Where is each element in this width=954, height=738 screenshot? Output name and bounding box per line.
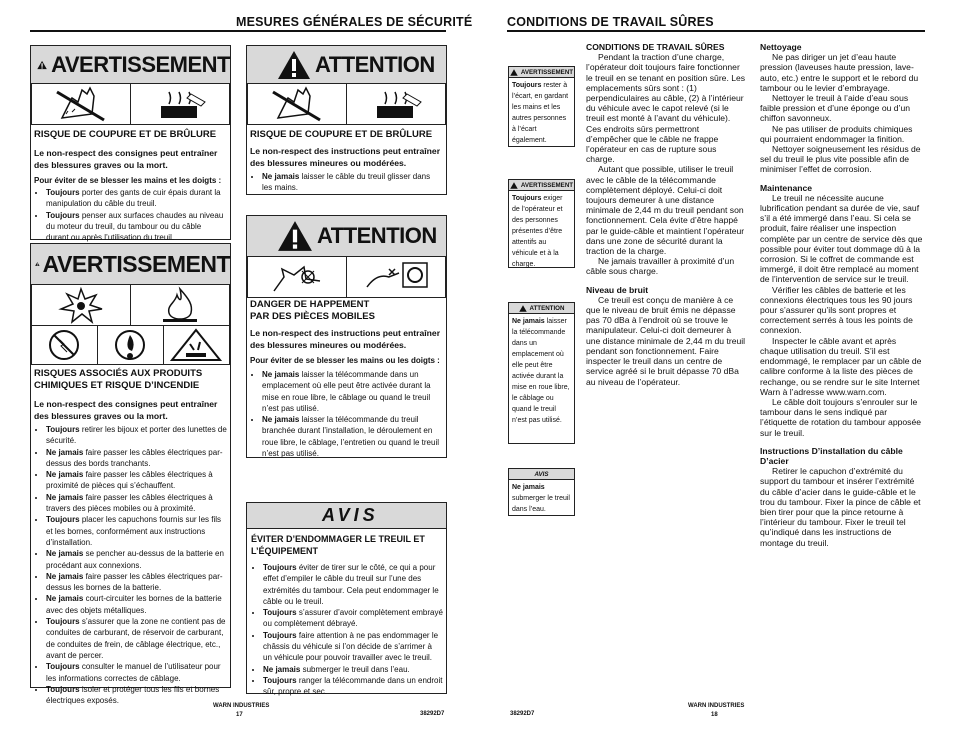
side-warning-box (508, 66, 575, 147)
hand-burn-pictogram (346, 83, 446, 125)
side-box-text: Ne jamais laisser la télécommande dans un emplacement où elle peut être activée durant la mise en roue libre, le câblage ou quand le treuil n’est pas utilisé. (512, 318, 570, 424)
paragraph: Retirer le capuchon d’extrémité du support du tambour et insérer l’extrémité du câble d’acier dans le guide-câble et le trou du tambour. Fixer la pince de câble et bien tirer pour que la pince retourne à l’intérieur du tambour. Fixer le treuil tel qu’indiqué dans les instructions de montage du treuil. (760, 466, 921, 548)
right-title-rule (507, 30, 925, 32)
bullet-item: • Ne jamais faire passer les câbles électriques à proximité de pièces qui s’échauffent. (46, 469, 228, 492)
paragraph: Pendant la traction d’une charge, l’opérateur doit toujours faire fonctionner le treuil en se tenant en position sûre. Les emplacements sûrs sont : (1) perpendiculaires au câble, (2) à l’intérieur du véhicule avec le capot relevé (si le treuil est monté à l’avant du véhicule). Ces endroits sûrs permettront d’empêcher que le câble ne frappe l’opérateur en cas de rupture sous charge. (586, 52, 746, 165)
side-notice-box (508, 468, 575, 516)
bullet-item: • Ne jamais se pencher au-dessus de la batterie en procédant aux connexions. (46, 548, 228, 571)
bullet-list (251, 562, 443, 698)
hand-burn-pictogram (130, 83, 230, 125)
caution-box-cut-burn (246, 45, 447, 195)
paragraph: Le câble doit toujours s’enrouler sur le tambour dans le sens indiqué par l’étiquette de rotation du tambour apposée sur le treuil. (760, 396, 922, 438)
paragraph: Ce treuil est conçu de manière à ce que le niveau de bruit émis ne dépasse pas 70 dBa à l’endroit où se trouve le manipulateur. Celui-ci doit demeurer à une distance minimale de 2,44 m du treuil pendant son fonctionnement. Faire inspecter le treuil dans un centre de service agréé si le bruit dépasse 70 dBa au niveau de l’opérateur. (586, 294, 746, 387)
hazard-title: RISQUE DE COUPURE ET DE BRÛLURE (250, 129, 433, 140)
bullet-item: • Toujours consulter le manuel de l’utilisateur pour les informations correctes de câblage. (46, 661, 228, 684)
warning-box-chemical-fire (30, 243, 231, 706)
text-column-2 (760, 42, 924, 548)
footer-company: WARN INDUSTRIES (688, 703, 745, 709)
warning-triangle-icon (510, 69, 518, 76)
bullet-item: • Toujours ranger la télécommande dans un endroit sûr, propre et sec. (263, 675, 443, 698)
notice-box-equipment (246, 502, 447, 697)
side-box-text: Ne jamais submerger le treuil dans l’eau. (512, 484, 570, 513)
side-box-header: AVIS (509, 469, 574, 480)
entanglement-icon (248, 257, 346, 297)
bullet-item: • Ne jamais court-circuiter les bornes de la batterie avec des objets métalliques. (46, 593, 228, 616)
footer-page-number: 17 (236, 712, 243, 718)
hand-heat-icon (347, 84, 445, 124)
notice-banner (247, 503, 446, 529)
bullet-list (34, 424, 228, 706)
bullet-item: • Toujours s’assurer que la zone ne contient pas de conduites de carburant, de réservoir de carburant, de conduites de frein, de câblage électrique, etc., avant de percer. (46, 616, 228, 661)
paragraph: Autant que possible, utiliser le treuil avec le câble de la télécommande complètement déployé. Celui-ci doit toujours demeurer à une distance minimale de 2,44 m du treuil pendant son fonctionnement. Cela évite d’être happé par le guide-câble et maintient l’opérateur dans une zone de sécurité durant la traction de la charge. (586, 164, 745, 257)
side-box-text: Toujours exiger de l’opérateur et des personnes présentes d’être attentifs au véhicule et à la charge. (512, 195, 563, 268)
fire-pictogram (130, 284, 230, 326)
caution-banner (247, 216, 446, 257)
bullet-item: • Toujours porter des gants de cuir épais durant la manipulation du câble du treuil. (46, 187, 226, 210)
corrosive-pictogram (163, 325, 230, 365)
warning-triangle-icon (37, 50, 47, 80)
banner-word: ATTENTION (317, 223, 437, 248)
footer-company: WARN INDUSTRIES (213, 703, 270, 709)
footer-page-number: 18 (711, 712, 718, 718)
paragraph: Nettoyer soigneusement les résidus de sel du treuil le plus vite possible afin de minimiser l’effet de corrosion. (760, 144, 921, 175)
right-section-title: CONDITIONS DE TRAVAIL SÛRES (507, 15, 714, 29)
bullet-item: • Ne jamais laisser le câble du treuil glisser dans les mains. (262, 171, 442, 194)
bullet-item: • Ne jamais laisser la télécommande dans un emplacement où elle peut être activée durant la mise en roue libre, le câblage ou quand le treuil n’est pas utilisé. (262, 369, 444, 414)
bullet-item: • Toujours éviter de tirer sur le côté, ce qui a pour effet d’empiler le câble du treuil sur l’une des extrémités du tambour. Cela peut endommager le câble ou le treuil. (263, 562, 443, 607)
banner-word: ATTENTION (315, 51, 435, 77)
consequence-text: Le non-respect des consignes peut entraîner des blessures graves ou la mort. (34, 399, 218, 421)
paragraph: Nettoyer le treuil à l’aide d’eau sous faible pression et d’une éponge ou d’un chiffon savonneux. (760, 93, 911, 124)
banner-word: AVERTISSEMENT (42, 250, 230, 277)
side-warning-box (508, 179, 575, 268)
consequence-text: Le non-respect des consignes peut entraîner des blessures graves ou la mort. (34, 148, 218, 170)
subheading-installation: Instructions D’installation du câble D’acier (760, 445, 903, 466)
paragraph: Le treuil ne nécessite aucune lubrification pendant sa durée de vie, sauf s’il a été immergé dans l’eau. Si cela se produit, faire réaliser une inspection complète par un centre de service dès que possible pour éviter tout dommage dû à la corrosion. Si le coffret de commande est immergé, il doit être remplacé au moment de l’intervention de service sur le treuil. (760, 192, 923, 285)
explosion-pictogram (31, 284, 131, 326)
remote-unplug-icon (347, 257, 445, 297)
text-column-1 (586, 42, 746, 387)
bullet-item: • Ne jamais faire passer les câbles électriques à travers des pièces mobiles ou à proximité. (46, 492, 228, 515)
banner-word: AVERTISSEMENT (51, 51, 230, 77)
hazard-title: DANGER DE HAPPEMENT PAR DES PIÈCES MOBILES (250, 299, 375, 322)
side-caution-box (508, 302, 575, 444)
subheading-maintenance: Maintenance (760, 182, 813, 193)
bullet-item: • Ne jamais faire passer les câbles électriques par-dessus les bornes de la batterie. (46, 571, 228, 594)
bullet-item: • Toujours penser aux surfaces chaudes au niveau du moteur du treuil, du tambour ou du câble durant ou après l’utilisation du treuil. (46, 210, 226, 244)
bullet-list (250, 369, 444, 459)
consequence-text: Le non-respect des instructions peut entraîner des blessures mineures ou modérées. (250, 146, 441, 168)
hand-cut-pictogram (247, 83, 347, 125)
subheading-cleaning: Nettoyage (760, 42, 802, 52)
bullet-item: • Toujours isoler et protéger tous les fils et bornes électriques exposés. (46, 684, 228, 707)
bullet-item: • Ne jamais submerger le treuil dans l’eau. (263, 664, 443, 675)
entanglement-pictogram (247, 256, 347, 298)
bullet-item: • Toujours s’assurer d’avoir complètement embrayé ou complètement débrayé. (263, 607, 443, 630)
footer-doc-code: 38292D7 (420, 711, 445, 717)
paragraph: Vérifier les câbles de batterie et les connexions électriques tous les 90 jours pour s’assurer qu’ils sont propres et correctement serrés à tous les points de connexion. (760, 284, 913, 336)
paragraph: Inspecter le câble avant et après chaque utilisation du treuil. S’il est endommagé, le remplacer par un câble de calibre conforme à la liste des pièces de rechange, ou se rendre sur le site Internet Warn à l’adresse www.warn.com. (760, 335, 922, 397)
lead-text: Pour éviter de se blesser les mains ou les doigts : (250, 356, 440, 365)
warning-triangle-icon (35, 248, 40, 280)
warning-triangle-icon (277, 220, 313, 252)
no-flame-icon (98, 326, 163, 364)
hand-heat-icon (131, 84, 229, 124)
paragraph: Ne pas diriger un jet d’eau haute pression (laveuses haute pression, lave-auto, etc.) entre le support et le rebord du tambour ou le levier d’embrayage. (760, 52, 919, 93)
bullet-item: • Toujours placer les capuchons fournis sur les fils et les bornes, conformément aux instructions d’installation. (46, 514, 228, 548)
bullet-item: • Toujours faire attention à ne pas endommager le châssis du véhicule si l’on décide de s’arrimer à un véhicule pour pouvoir travailler avec le treuil. (263, 630, 443, 664)
bullet-list (250, 171, 442, 194)
battery-pictogram (97, 325, 164, 365)
eye-protection-pictogram (31, 325, 98, 365)
flame-icon (131, 285, 229, 325)
footer-doc-code: 38292D7 (510, 711, 535, 717)
warning-triangle-icon (519, 305, 527, 312)
banner-word: AVIS (322, 505, 379, 525)
hand-cable-icon (248, 84, 346, 124)
bullet-item: • Ne jamais laisser la télécommande du treuil branchée durant l’installation, le déroulement en roue libre, le câblage, l’entretien ou quand le treuil n’est pas utilisé. (262, 414, 444, 459)
explosion-icon (32, 285, 130, 325)
bullet-list (34, 187, 226, 243)
paragraph: Ne pas utiliser de produits chimiques qui pourraient endommager la finition. (760, 123, 913, 144)
subheading-noise: Niveau de bruit (586, 284, 649, 295)
side-box-text: Toujours rester à l’écart, en gardant les mains et les autres personnes à l’écart également. (512, 82, 569, 144)
corrosive-icon (164, 326, 229, 364)
warning-banner (31, 244, 230, 285)
warning-triangle-icon (277, 50, 311, 80)
warning-banner (31, 46, 230, 84)
lead-text: Pour éviter de se blesser les mains et les doigts : (34, 176, 222, 185)
left-section-title: MESURES GÉNÉRALES DE SÉCURITÉ (236, 15, 473, 29)
remote-pictogram (346, 256, 446, 298)
subheading-safe-conditions: CONDITIONS DE TRAVAIL SÛRES (586, 42, 725, 52)
hazard-title: RISQUES ASSOCIÉS AUX PRODUITS CHIMIQUES ET RISQUE D’INCENDIE (34, 368, 203, 391)
left-title-rule (30, 30, 446, 32)
side-box-header: AVERTISSEMENT (509, 67, 574, 78)
warning-box-cut-burn (30, 45, 231, 243)
no-sparks-icon (32, 326, 97, 364)
warning-triangle-icon (510, 182, 518, 189)
side-box-header: ATTENTION (509, 303, 574, 314)
consequence-text: Le non-respect des instructions peut entraîner des blessures mineures ou modérées. (250, 328, 441, 350)
bullet-item: • Ne jamais faire passer les câbles électriques par-dessus des bords tranchants. (46, 447, 228, 470)
paragraph: Ne jamais travailler à proximité d’un câble sous charge. (586, 256, 735, 277)
caution-banner (247, 46, 446, 84)
hand-cable-icon (32, 84, 130, 124)
hazard-title: RISQUE DE COUPURE ET DE BRÛLURE (34, 129, 217, 140)
bullet-item: • Toujours retirer les bijoux et porter des lunettes de sécurité. (46, 424, 228, 447)
hand-cut-pictogram (31, 83, 131, 125)
side-box-header: AVERTISSEMENT (509, 180, 574, 191)
caution-box-entanglement (246, 215, 447, 458)
hazard-title: ÉVITER D’ENDOMMAGER LE TREUIL ET L’ÉQUIPEMENT (251, 534, 425, 556)
